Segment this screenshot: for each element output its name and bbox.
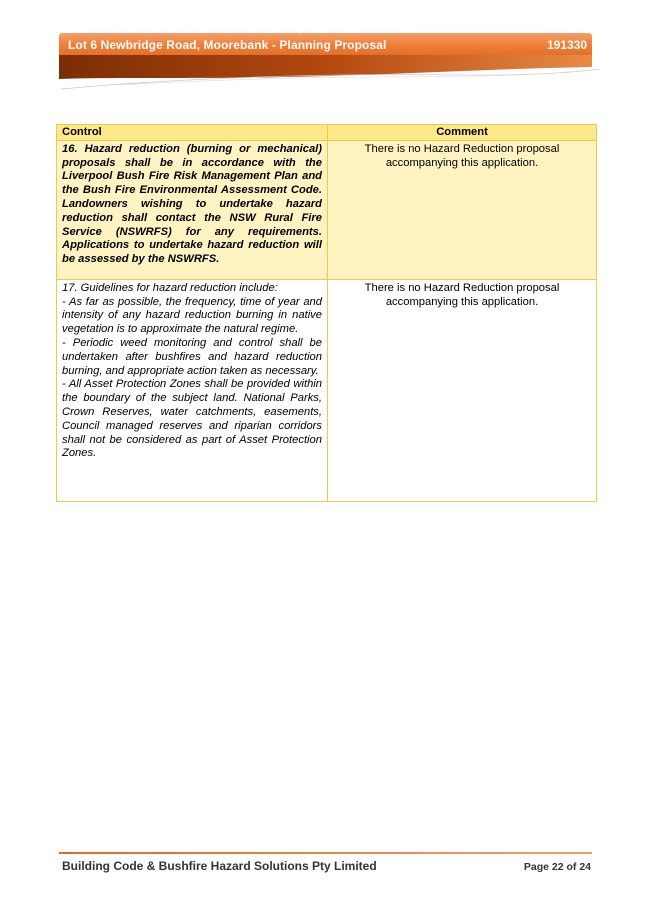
- table-header-row: [57, 125, 597, 141]
- footer-divider: [59, 852, 592, 854]
- footer-page-number: Page 22 of 24: [523, 861, 591, 873]
- control-text: - All Asset Protection Zones shall be provided within the boundary of the subject land. National Parks, Crown Reserves, water catchments, easements, Council managed reserves and riparian corridors shall not be considered as part of Asset Protection Zones.: [62, 378, 322, 460]
- control-text: 17. Guidelines for hazard reduction include:: [62, 281, 278, 294]
- comment-cell: There is no Hazard Reduction proposal accompanying this application.: [328, 140, 597, 279]
- control-cell: [57, 279, 328, 501]
- footer-company-name: Building Code & Bushfire Hazard Solutions Pty Limited: [62, 859, 377, 873]
- control-text: 16. Hazard reduction (burning or mechanical) proposals shall be in accordance with the Liverpool Bush Fire Risk Management Plan and the Bush Fire Environmental Assessment Code. Landowners wishing to undertake hazard reduction shall contact the NSW Rural Fire Service (NSWRFS) for any requirements. Applications to undertake hazard reduction will be assessed by the NSWRFS.: [62, 142, 322, 266]
- control-comment-table: [56, 124, 597, 502]
- control-cell: [57, 140, 328, 279]
- table-row: [57, 279, 597, 501]
- control-text: - As far as possible, the frequency, time of year and intensity of any hazard reduction burning in native vegetation is to approximate the natural regime.: [62, 295, 322, 336]
- table-row: [57, 140, 597, 279]
- header-title: Lot 6 Newbridge Road, Moorebank - Planning Proposal: [68, 38, 387, 52]
- column-header-control: Control: [57, 125, 328, 141]
- header-reference: 191330: [546, 38, 587, 52]
- header-swoosh-graphic: [59, 55, 599, 95]
- control-text: - Periodic weed monitoring and control shall be undertaken after bushfires and hazard reduction burning, and appropriate action taken as necessary.: [62, 336, 322, 377]
- column-header-comment: Comment: [328, 125, 597, 141]
- comment-cell: There is no Hazard Reduction proposal accompanying this application.: [328, 279, 597, 501]
